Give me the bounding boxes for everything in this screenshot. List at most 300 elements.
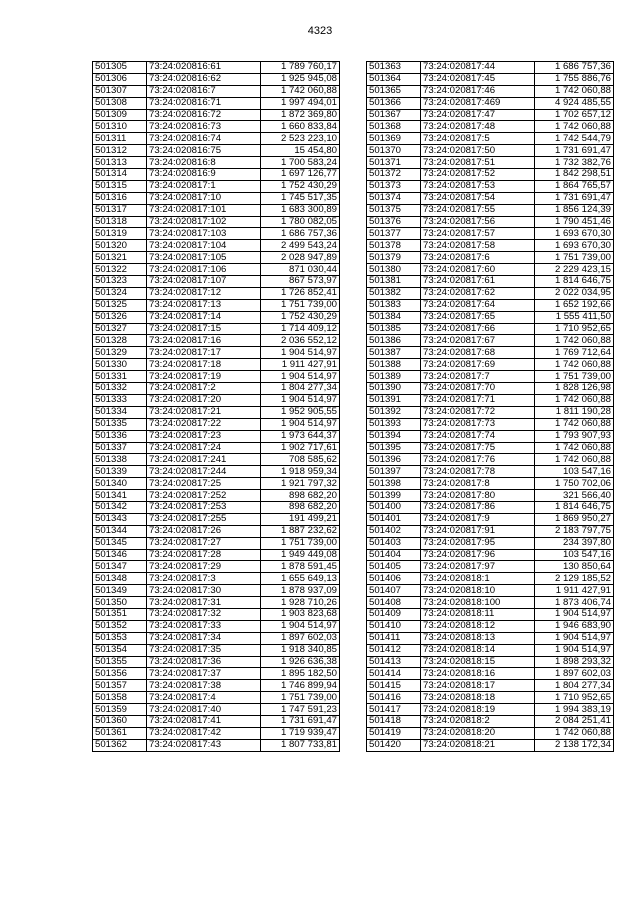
cadastral-value: 1 686 757,36 <box>535 62 614 74</box>
cadastral-number: 73:24:020817:97 <box>421 561 535 573</box>
cadastral-value: 130 850,64 <box>535 561 614 573</box>
cadastral-value: 1 710 952,65 <box>535 692 614 704</box>
cadastral-value: 1 683 300,89 <box>261 204 340 216</box>
cadastral-value: 1 949 449,08 <box>261 549 340 561</box>
row-number: 501395 <box>367 442 421 454</box>
table-row <box>367 371 614 383</box>
cadastral-number: 73:24:020817:72 <box>421 406 535 418</box>
table-row <box>367 490 614 502</box>
table-row <box>93 204 340 216</box>
row-number: 501325 <box>93 299 147 311</box>
table-row <box>93 692 340 704</box>
cadastral-value: 1 793 907,93 <box>535 430 614 442</box>
table-row <box>93 525 340 537</box>
row-number: 501306 <box>93 73 147 85</box>
row-number: 501420 <box>367 739 421 751</box>
table-row <box>367 287 614 299</box>
row-number: 501332 <box>93 383 147 395</box>
cadastral-value: 1 897 602,03 <box>261 632 340 644</box>
table-row <box>367 561 614 573</box>
cadastral-number: 73:24:020818:12 <box>421 620 535 632</box>
table-row <box>367 466 614 478</box>
table-row <box>367 739 614 751</box>
cadastral-value: 1 751 739,00 <box>261 299 340 311</box>
row-number: 501343 <box>93 513 147 525</box>
cadastral-value: 1 903 823,68 <box>261 608 340 620</box>
cadastral-value: 1 904 514,97 <box>261 394 340 406</box>
row-number: 501381 <box>367 276 421 288</box>
cadastral-number: 73:24:020816:61 <box>147 62 261 74</box>
table-row <box>93 501 340 513</box>
table-row <box>367 501 614 513</box>
row-number: 501309 <box>93 109 147 121</box>
row-number: 501407 <box>367 585 421 597</box>
table-row <box>93 347 340 359</box>
table-row <box>93 335 340 347</box>
table-row <box>367 359 614 371</box>
row-number: 501378 <box>367 240 421 252</box>
table-row <box>93 656 340 668</box>
cadastral-number: 73:24:020817:17 <box>147 347 261 359</box>
cadastral-number: 73:24:020817:6 <box>421 252 535 264</box>
table-row <box>367 240 614 252</box>
row-number: 501317 <box>93 204 147 216</box>
row-number: 501383 <box>367 299 421 311</box>
table-row <box>93 216 340 228</box>
cadastral-number: 73:24:020817:48 <box>421 121 535 133</box>
row-number: 501307 <box>93 85 147 97</box>
cadastral-number: 73:24:020817:21 <box>147 406 261 418</box>
cadastral-value: 1 742 060,88 <box>535 418 614 430</box>
row-number: 501417 <box>367 704 421 716</box>
cadastral-number: 73:24:020817:33 <box>147 620 261 632</box>
cadastral-number: 73:24:020817:18 <box>147 359 261 371</box>
cadastral-value: 1 895 182,50 <box>261 668 340 680</box>
table-row <box>93 597 340 609</box>
cadastral-number: 73:24:020818:13 <box>421 632 535 644</box>
cadastral-number: 73:24:020816:73 <box>147 121 261 133</box>
cadastral-value: 1 755 886,76 <box>535 73 614 85</box>
cadastral-number: 73:24:020817:102 <box>147 216 261 228</box>
cadastral-value: 1 742 060,88 <box>535 727 614 739</box>
row-number: 501321 <box>93 252 147 264</box>
row-number: 501328 <box>93 335 147 347</box>
cadastral-value: 871 030,44 <box>261 264 340 276</box>
table-row <box>367 216 614 228</box>
row-number: 501369 <box>367 133 421 145</box>
table-row <box>93 228 340 240</box>
cadastral-number: 73:24:020818:14 <box>421 644 535 656</box>
row-number: 501388 <box>367 359 421 371</box>
cadastral-value: 1 745 517,35 <box>261 192 340 204</box>
table-row <box>367 109 614 121</box>
cadastral-value: 1 742 060,88 <box>261 85 340 97</box>
table-row <box>367 145 614 157</box>
row-number: 501308 <box>93 97 147 109</box>
table-row <box>93 549 340 561</box>
cadastral-value: 4 924 485,55 <box>535 97 614 109</box>
row-number: 501333 <box>93 394 147 406</box>
cadastral-number: 73:24:020817:75 <box>421 442 535 454</box>
row-number: 501311 <box>93 133 147 145</box>
row-number: 501399 <box>367 490 421 502</box>
table-row <box>367 252 614 264</box>
table-row <box>367 228 614 240</box>
cadastral-number: 73:24:020817:34 <box>147 632 261 644</box>
row-number: 501355 <box>93 656 147 668</box>
table-row <box>93 573 340 585</box>
cadastral-number: 73:24:020817:252 <box>147 490 261 502</box>
cadastral-value: 2 229 423,15 <box>535 264 614 276</box>
row-number: 501402 <box>367 525 421 537</box>
row-number: 501379 <box>367 252 421 264</box>
cadastral-number: 73:24:020817:5 <box>421 133 535 145</box>
row-number: 501305 <box>93 62 147 74</box>
cadastral-number: 73:24:020817:62 <box>421 287 535 299</box>
row-number: 501330 <box>93 359 147 371</box>
cadastral-number: 73:24:020817:80 <box>421 490 535 502</box>
cadastral-number: 73:24:020818:100 <box>421 597 535 609</box>
row-number: 501359 <box>93 704 147 716</box>
cadastral-value: 1 897 602,03 <box>535 668 614 680</box>
table-row <box>93 121 340 133</box>
cadastral-value: 1 873 406,74 <box>535 597 614 609</box>
cadastral-value: 2 499 543,24 <box>261 240 340 252</box>
cadastral-value: 1 702 657,12 <box>535 109 614 121</box>
cadastral-value: 1 742 060,88 <box>535 359 614 371</box>
table-row <box>93 680 340 692</box>
table-row <box>367 632 614 644</box>
row-number: 501344 <box>93 525 147 537</box>
cadastral-value: 2 022 034,95 <box>535 287 614 299</box>
cadastral-value: 1 842 298,51 <box>535 169 614 181</box>
table-row <box>93 585 340 597</box>
row-number: 501382 <box>367 287 421 299</box>
cadastral-number: 73:24:020817:86 <box>421 501 535 513</box>
cadastral-value: 2 183 797,75 <box>535 525 614 537</box>
table-row <box>93 394 340 406</box>
table-row <box>93 668 340 680</box>
cadastral-value: 1 742 060,88 <box>535 442 614 454</box>
cadastral-value: 15 454,80 <box>261 145 340 157</box>
row-number: 501312 <box>93 145 147 157</box>
row-number: 501414 <box>367 668 421 680</box>
cadastral-number: 73:24:020816:62 <box>147 73 261 85</box>
page-number: 4323 <box>307 25 333 37</box>
cadastral-value: 1 869 950,27 <box>535 513 614 525</box>
cadastral-value: 1 804 277,34 <box>535 680 614 692</box>
cadastral-number: 73:24:020817:27 <box>147 537 261 549</box>
cadastral-number: 73:24:020817:4 <box>147 692 261 704</box>
cadastral-value: 1 904 514,97 <box>261 620 340 632</box>
table-row <box>93 62 340 74</box>
cadastral-number: 73:24:020817:64 <box>421 299 535 311</box>
cadastral-number: 73:24:020816:71 <box>147 97 261 109</box>
cadastral-value: 1 789 760,17 <box>261 62 340 74</box>
cadastral-number: 73:24:020817:37 <box>147 668 261 680</box>
table-row <box>93 608 340 620</box>
cadastral-number: 73:24:020817:7 <box>421 371 535 383</box>
row-number: 501353 <box>93 632 147 644</box>
row-number: 501418 <box>367 715 421 727</box>
cadastral-value: 1 731 691,47 <box>261 715 340 727</box>
registry-table-left-body <box>93 62 340 752</box>
cadastral-value: 1 769 712,64 <box>535 347 614 359</box>
cadastral-number: 73:24:020817:60 <box>421 264 535 276</box>
cadastral-number: 73:24:020817:58 <box>421 240 535 252</box>
cadastral-number: 73:24:020817:42 <box>147 727 261 739</box>
cadastral-value: 1 751 739,00 <box>261 692 340 704</box>
row-number: 501416 <box>367 692 421 704</box>
cadastral-number: 73:24:020817:32 <box>147 608 261 620</box>
cadastral-number: 73:24:020817:31 <box>147 597 261 609</box>
table-row <box>93 513 340 525</box>
row-number: 501346 <box>93 549 147 561</box>
cadastral-number: 73:24:020817:50 <box>421 145 535 157</box>
table-row <box>93 73 340 85</box>
cadastral-number: 73:24:020817:96 <box>421 549 535 561</box>
cadastral-number: 73:24:020817:67 <box>421 335 535 347</box>
row-number: 501342 <box>93 501 147 513</box>
row-number: 501364 <box>367 73 421 85</box>
row-number: 501371 <box>367 157 421 169</box>
cadastral-number: 73:24:020817:103 <box>147 228 261 240</box>
row-number: 501310 <box>93 121 147 133</box>
table-row <box>367 62 614 74</box>
table-row <box>367 549 614 561</box>
cadastral-number: 73:24:020817:26 <box>147 525 261 537</box>
row-number: 501327 <box>93 323 147 335</box>
row-number: 501315 <box>93 180 147 192</box>
row-number: 501390 <box>367 383 421 395</box>
row-number: 501400 <box>367 501 421 513</box>
row-number: 501376 <box>367 216 421 228</box>
row-number: 501334 <box>93 406 147 418</box>
row-number: 501347 <box>93 561 147 573</box>
cadastral-value: 1 904 514,97 <box>535 608 614 620</box>
row-number: 501351 <box>93 608 147 620</box>
cadastral-number: 73:24:020818:20 <box>421 727 535 739</box>
table-row <box>93 430 340 442</box>
row-number: 501387 <box>367 347 421 359</box>
cadastral-number: 73:24:020817:28 <box>147 549 261 561</box>
table-row <box>367 276 614 288</box>
cadastral-value: 1 747 591,23 <box>261 704 340 716</box>
row-number: 501339 <box>93 466 147 478</box>
row-number: 501392 <box>367 406 421 418</box>
cadastral-value: 1 807 733,81 <box>261 739 340 751</box>
cadastral-number: 73:24:020818:16 <box>421 668 535 680</box>
table-row <box>93 371 340 383</box>
cadastral-value: 1 742 060,88 <box>535 335 614 347</box>
cadastral-number: 73:24:020817:15 <box>147 323 261 335</box>
cadastral-value: 1 994 383,19 <box>535 704 614 716</box>
cadastral-value: 1 742 544,79 <box>535 133 614 145</box>
table-row <box>93 323 340 335</box>
cadastral-number: 73:24:020817:10 <box>147 192 261 204</box>
cadastral-value: 1 904 514,97 <box>535 632 614 644</box>
table-row <box>367 430 614 442</box>
cadastral-value: 2 036 552,12 <box>261 335 340 347</box>
cadastral-value: 1 752 430,29 <box>261 311 340 323</box>
cadastral-number: 73:24:020817:25 <box>147 478 261 490</box>
table-row <box>93 97 340 109</box>
cadastral-number: 73:24:020817:45 <box>421 73 535 85</box>
cadastral-number: 73:24:020817:19 <box>147 371 261 383</box>
cadastral-value: 1 904 514,97 <box>261 371 340 383</box>
table-row <box>367 169 614 181</box>
table-row <box>93 442 340 454</box>
row-number: 501372 <box>367 169 421 181</box>
cadastral-value: 1 887 232,62 <box>261 525 340 537</box>
cadastral-value: 103 547,16 <box>535 466 614 478</box>
cadastral-number: 73:24:020817:51 <box>421 157 535 169</box>
cadastral-value: 1 686 757,36 <box>261 228 340 240</box>
cadastral-value: 898 682,20 <box>261 490 340 502</box>
row-number: 501410 <box>367 620 421 632</box>
table-row <box>367 573 614 585</box>
row-number: 501313 <box>93 157 147 169</box>
cadastral-number: 73:24:020817:40 <box>147 704 261 716</box>
table-row <box>367 383 614 395</box>
table-row <box>367 418 614 430</box>
cadastral-number: 73:24:020816:7 <box>147 85 261 97</box>
table-row <box>93 85 340 97</box>
table-row <box>93 632 340 644</box>
table-row <box>93 169 340 181</box>
cadastral-number: 73:24:020817:24 <box>147 442 261 454</box>
cadastral-value: 1 752 430,29 <box>261 180 340 192</box>
cadastral-number: 73:24:020817:38 <box>147 680 261 692</box>
cadastral-value: 1 780 082,05 <box>261 216 340 228</box>
row-number: 501318 <box>93 216 147 228</box>
cadastral-number: 73:24:020818:19 <box>421 704 535 716</box>
row-number: 501319 <box>93 228 147 240</box>
row-number: 501380 <box>367 264 421 276</box>
table-row <box>367 692 614 704</box>
table-row <box>367 335 614 347</box>
registry-table-left <box>92 61 340 752</box>
cadastral-number: 73:24:020817:9 <box>421 513 535 525</box>
table-row <box>93 145 340 157</box>
table-row <box>93 264 340 276</box>
row-number: 501316 <box>93 192 147 204</box>
table-row <box>367 608 614 620</box>
row-number: 501354 <box>93 644 147 656</box>
row-number: 501356 <box>93 668 147 680</box>
row-number: 501419 <box>367 727 421 739</box>
row-number: 501361 <box>93 727 147 739</box>
table-row <box>367 323 614 335</box>
cadastral-number: 73:24:020817:56 <box>421 216 535 228</box>
cadastral-value: 1 828 126,98 <box>535 383 614 395</box>
cadastral-number: 73:24:020817:57 <box>421 228 535 240</box>
cadastral-value: 1 918 959,34 <box>261 466 340 478</box>
row-number: 501370 <box>367 145 421 157</box>
cadastral-value: 1 856 124,39 <box>535 204 614 216</box>
cadastral-value: 1 555 411,50 <box>535 311 614 323</box>
table-row <box>367 442 614 454</box>
table-row <box>367 394 614 406</box>
table-row <box>93 478 340 490</box>
table-row <box>93 561 340 573</box>
table-row <box>367 478 614 490</box>
table-row <box>367 347 614 359</box>
cadastral-value: 1 751 739,00 <box>535 252 614 264</box>
cadastral-value: 1 742 060,88 <box>535 121 614 133</box>
row-number: 501374 <box>367 192 421 204</box>
cadastral-value: 1 878 937,09 <box>261 585 340 597</box>
table-row <box>367 157 614 169</box>
cadastral-number: 73:24:020817:36 <box>147 656 261 668</box>
cadastral-value: 1 918 340,85 <box>261 644 340 656</box>
registry-table-right-body <box>367 62 614 752</box>
row-number: 501367 <box>367 109 421 121</box>
row-number: 501406 <box>367 573 421 585</box>
cadastral-number: 73:24:020817:255 <box>147 513 261 525</box>
row-number: 501336 <box>93 430 147 442</box>
cadastral-value: 1 921 797,32 <box>261 478 340 490</box>
row-number: 501345 <box>93 537 147 549</box>
row-number: 501350 <box>93 597 147 609</box>
cadastral-number: 73:24:020817:104 <box>147 240 261 252</box>
table-row <box>93 157 340 169</box>
cadastral-value: 1 804 277,34 <box>261 383 340 395</box>
row-number: 501408 <box>367 597 421 609</box>
table-row <box>93 739 340 751</box>
cadastral-value: 1 898 293,32 <box>535 656 614 668</box>
row-number: 501338 <box>93 454 147 466</box>
cadastral-number: 73:24:020817:35 <box>147 644 261 656</box>
cadastral-value: 1 925 945,08 <box>261 73 340 85</box>
row-number: 501384 <box>367 311 421 323</box>
cadastral-value: 1 697 126,77 <box>261 169 340 181</box>
table-row <box>367 585 614 597</box>
row-number: 501323 <box>93 276 147 288</box>
row-number: 501412 <box>367 644 421 656</box>
table-row <box>93 406 340 418</box>
row-number: 501386 <box>367 335 421 347</box>
row-number: 501358 <box>93 692 147 704</box>
table-row <box>93 727 340 739</box>
table-row <box>367 704 614 716</box>
cadastral-value: 1 746 899,94 <box>261 680 340 692</box>
table-row <box>93 418 340 430</box>
cadastral-value: 103 547,16 <box>535 549 614 561</box>
cadastral-number: 73:24:020817:65 <box>421 311 535 323</box>
table-row <box>367 715 614 727</box>
cadastral-value: 1 902 717,61 <box>261 442 340 454</box>
cadastral-value: 2 523 223,10 <box>261 133 340 145</box>
cadastral-value: 1 811 190,28 <box>535 406 614 418</box>
cadastral-number: 73:24:020817:43 <box>147 739 261 751</box>
cadastral-number: 73:24:020818:10 <box>421 585 535 597</box>
row-number: 501357 <box>93 680 147 692</box>
cadastral-number: 73:24:020818:17 <box>421 680 535 692</box>
cadastral-value: 1 652 192,66 <box>535 299 614 311</box>
cadastral-value: 1 742 060,88 <box>535 394 614 406</box>
cadastral-value: 1 751 739,00 <box>535 371 614 383</box>
row-number: 501348 <box>93 573 147 585</box>
cadastral-number: 73:24:020817:47 <box>421 109 535 121</box>
table-row <box>93 276 340 288</box>
row-number: 501326 <box>93 311 147 323</box>
cadastral-value: 191 499,21 <box>261 513 340 525</box>
cadastral-number: 73:24:020817:69 <box>421 359 535 371</box>
row-number: 501385 <box>367 323 421 335</box>
row-number: 501365 <box>367 85 421 97</box>
cadastral-value: 234 397,80 <box>535 537 614 549</box>
